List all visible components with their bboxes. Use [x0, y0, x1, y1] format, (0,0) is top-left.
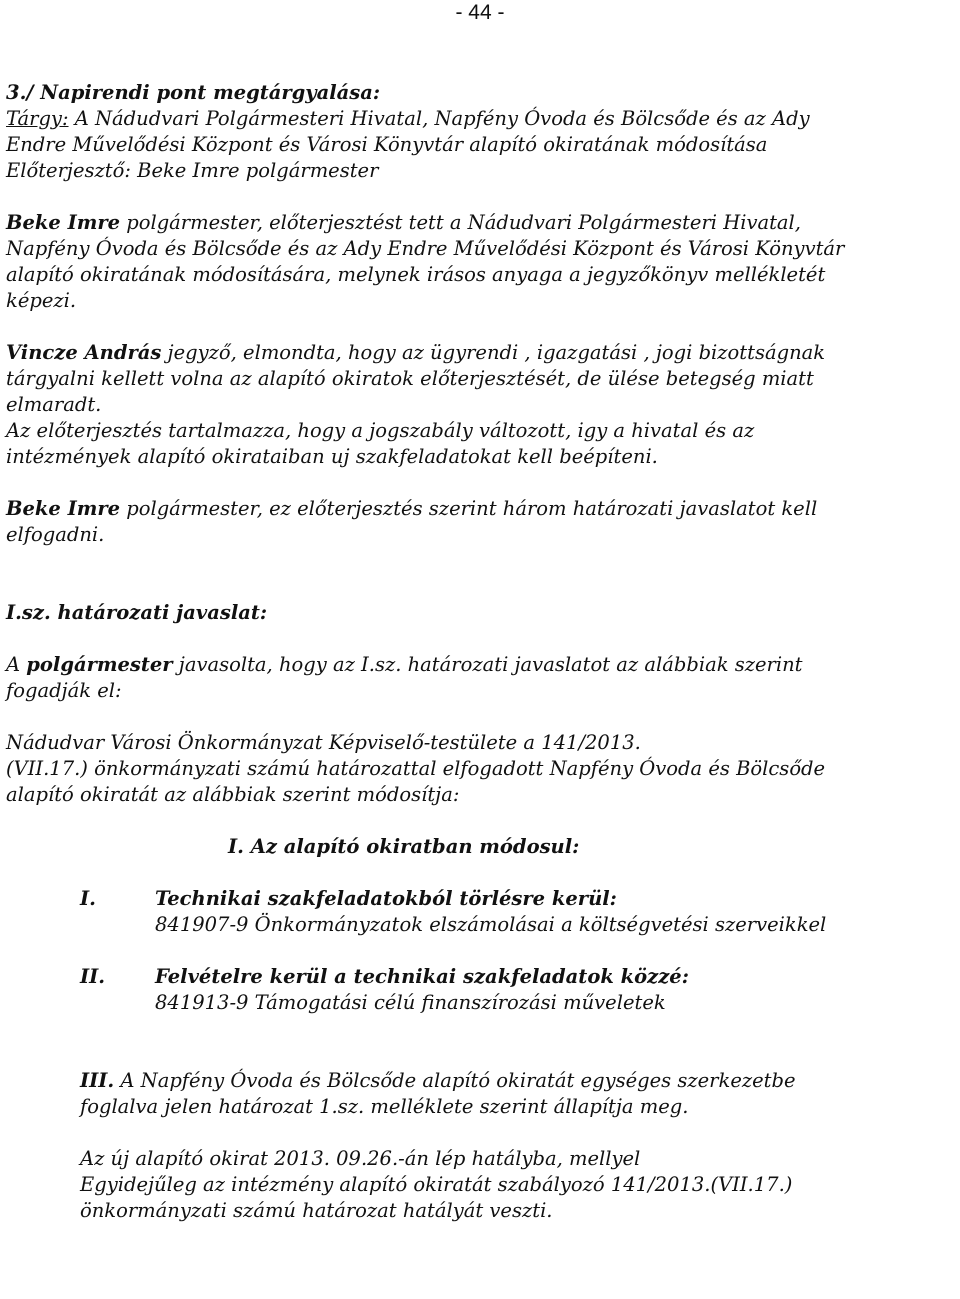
closing-line-3: önkormányzati számú határozat hatályát veszti.: [80, 1199, 553, 1222]
item-3-text-1: A Napfény Óvoda és Bölcsőde alapító okiratát egységes szerkezetbe: [114, 1069, 796, 1092]
para5-line-1: Nádudvar Városi Önkormányzat Képviselő-testülete a 141/2013.: [6, 731, 641, 754]
para4-bold: polgármester: [26, 653, 173, 676]
item-3-number: III.: [80, 1069, 115, 1092]
subject-label: Tárgy:: [6, 107, 69, 130]
para2-line-2: tárgyalni kellett volna az alapító okiratok előterjesztését, de ülése betegség miatt: [6, 367, 814, 390]
presenter-line: Előterjesztő: Beke Imre polgármester: [6, 159, 379, 182]
para2-line-5: intézmények alapító okirataiban uj szakfeladatokat kell beépíteni.: [6, 445, 658, 468]
para2-line-1: [6, 340, 825, 366]
page-number: - 44 -: [455, 1, 505, 24]
para4-line-2: fogadják el:: [6, 679, 122, 702]
subject-text-1: A Nádudvari Polgármesteri Hivatal, Napfény Óvoda és Bölcsőde és az Ady: [68, 107, 810, 130]
item-3-line-1: [80, 1068, 796, 1094]
item-2-text: 841913-9 Támogatási célú finanszírozási műveletek: [155, 991, 666, 1014]
para1-speaker: Beke Imre: [6, 211, 121, 234]
resolution-heading: I.sz. határozati javaslat:: [6, 601, 268, 624]
para3-text-1: polgármester, ez előterjesztés szerint három határozati javaslatot kell: [120, 497, 818, 520]
para2-text-1: jegyző, elmondta, hogy az ügyrendi , igazgatási , jogi bizottságnak: [161, 341, 826, 364]
para4-line-1: [6, 652, 803, 678]
para2-line-3: elmaradt.: [6, 393, 102, 416]
item-2-number: II.: [80, 965, 106, 988]
para1-line-4: képezi.: [6, 289, 77, 312]
para2-speaker: Vincze András: [6, 341, 162, 364]
subject-line-2: Endre Művelődési Központ és Városi Könyvtár alapító okiratának módosítása: [6, 133, 768, 156]
para3-line-2: elfogadni.: [6, 523, 105, 546]
closing-line-1: Az új alapító okirat 2013. 09.26.-án lép hatályba, mellyel: [80, 1147, 641, 1170]
para2-line-4: Az előterjesztés tartalmazza, hogy a jogszabály változott, igy a hivatal és az: [6, 419, 755, 442]
para5-line-2: (VII.17.) önkormányzati számú határozattal elfogadott Napfény Óvoda és Bölcsőde: [6, 757, 826, 780]
item-1-text: 841907-9 Önkormányzatok elszámolásai a költségvetési szerveikkel: [155, 913, 827, 936]
item-2-title: Felvételre kerül a technikai szakfeladatok közzé:: [155, 965, 689, 988]
para3-speaker: Beke Imre: [6, 497, 121, 520]
item-1-title: Technikai szakfeladatokból törlésre kerül:: [155, 887, 617, 910]
para1-line-3: alapító okiratának módosítására, melynek irásos anyaga a jegyzőkönyv mellékletét: [6, 263, 826, 286]
para1-text-1: polgármester, előterjesztést tett a Nádudvari Polgármesteri Hivatal,: [120, 211, 801, 234]
para1-line-1: [6, 210, 801, 236]
para1-line-2: Napfény Óvoda és Bölcsőde és az Ady Endre Művelődési Központ és Városi Könyvtár: [6, 237, 845, 260]
closing-line-2: Egyidejűleg az intézmény alapító okiratát szabályozó 141/2013.(VII.17.): [80, 1173, 793, 1196]
para5-line-3: alapító okiratát az alábbiak szerint módosítja:: [6, 783, 460, 806]
para3-line-1: [6, 496, 817, 522]
item-3-line-2: foglalva jelen határozat 1.sz. melléklete szerint állapítja meg.: [80, 1095, 689, 1118]
subject-line-1: [6, 106, 810, 132]
para4-prefix: A: [6, 653, 27, 676]
section-heading: 3./ Napirendi pont megtárgyalása:: [6, 81, 381, 104]
item-1-number: I.: [80, 887, 96, 910]
modification-heading: I. Az alapító okiratban módosul:: [228, 835, 580, 858]
para4-text-1: javasolta, hogy az I.sz. határozati javaslatot az alábbiak szerint: [172, 653, 803, 676]
